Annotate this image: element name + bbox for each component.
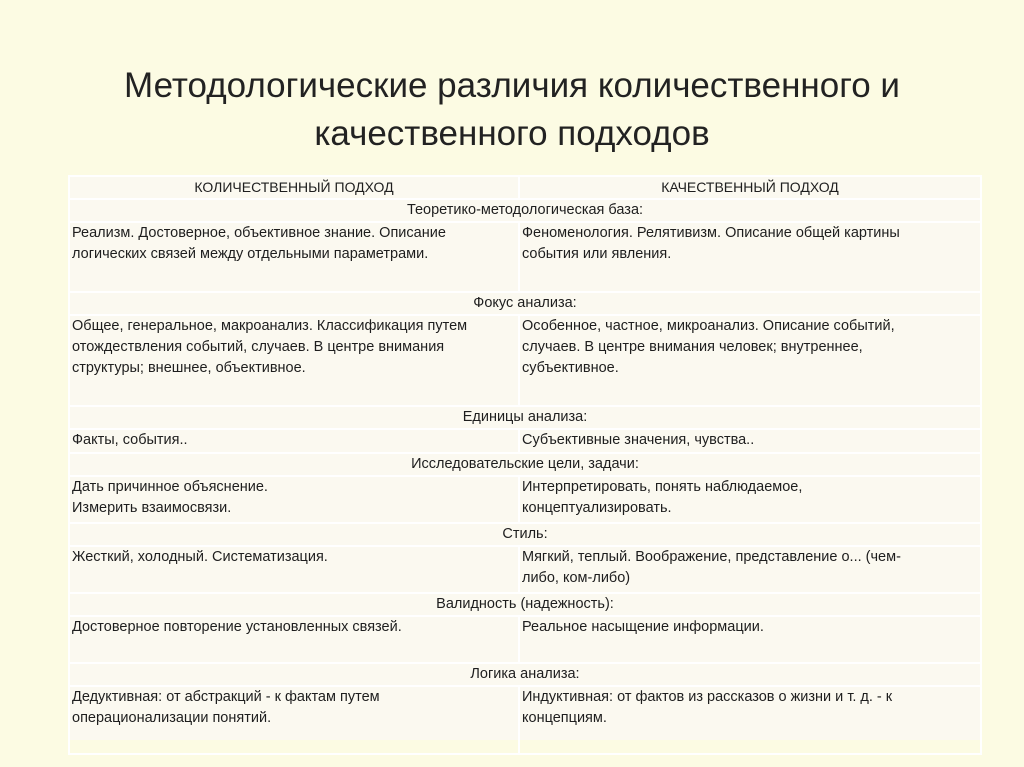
cell-qualitative-focus: Особенное, частное, микроанализ. Описание событий, случаев. В центре внимания человек; внутреннее, субъективное. xyxy=(519,315,981,406)
cell-quantitative-goals: Дать причинное объяснение. Измерить взаимосвязи. xyxy=(69,476,519,523)
section-title-row xyxy=(69,199,981,222)
cell-qualitative-style: Мягкий, теплый. Воображение, представление о... (чем- либо, ком-либо) xyxy=(519,546,981,593)
slide-title xyxy=(20,62,1004,158)
cell-quantitative-base: Реализм. Достоверное, объективное знание. Описание логических связей между отдельными параметрами. xyxy=(69,222,519,292)
cell-quantitative-validity: Достоверное повторение установленных связей. xyxy=(69,616,519,663)
cell-quantitative-style: Жесткий, холодный. Систематизация. xyxy=(69,546,519,593)
section-title-validity: Валидность (надежность): xyxy=(69,593,981,616)
comparison-table-area xyxy=(68,175,980,740)
cell-quantitative-logic: Дедуктивная: от абстракций - к фактам путем операционализации понятий. xyxy=(69,686,519,754)
section-title-base: Теоретико-методологическая база: xyxy=(69,199,981,222)
cell-qualitative-units: Субъективные значения, чувства.. xyxy=(519,429,981,453)
cell-quantitative-units: Факты, события.. xyxy=(69,429,519,453)
cell-qualitative-base: Феноменология. Релятивизм. Описание общей картины события или явления. xyxy=(519,222,981,292)
section-title-row xyxy=(69,292,981,315)
section-title-goals: Исследовательские цели, задачи: xyxy=(69,453,981,476)
table-row xyxy=(69,686,981,754)
section-title-logic: Логика анализа: xyxy=(69,663,981,686)
table-row xyxy=(69,429,981,453)
table-row xyxy=(69,315,981,406)
cell-qualitative-validity: Реальное насыщение информации. xyxy=(519,616,981,663)
table-row xyxy=(69,546,981,593)
section-title-row xyxy=(69,593,981,616)
table-row xyxy=(69,222,981,292)
section-title-row xyxy=(69,406,981,429)
section-title-row xyxy=(69,523,981,546)
section-title-row xyxy=(69,453,981,476)
section-title-units: Единицы анализа: xyxy=(69,406,981,429)
header-quantitative: КОЛИЧЕСТВЕННЫЙ ПОДХОД xyxy=(69,176,519,199)
slide-title-line-1: Методологические различия количественного и xyxy=(124,66,900,105)
section-title-row xyxy=(69,663,981,686)
cell-qualitative-goals: Интерпретировать, понять наблюдаемое, концептуализировать. xyxy=(519,476,981,523)
cell-qualitative-logic: Индуктивная: от фактов из рассказов о жизни и т. д. - к концепциям. xyxy=(519,686,981,754)
table-header-row xyxy=(69,176,981,199)
cell-quantitative-focus: Общее, генеральное, макроанализ. Классификация путем отождествления событий, случаев. В центре внимания структуры; внешнее, объективное. xyxy=(69,315,519,406)
slide-title-line-2: качественного подходов xyxy=(314,114,710,153)
section-title-focus: Фокус анализа: xyxy=(69,292,981,315)
section-title-style: Стиль: xyxy=(69,523,981,546)
comparison-table xyxy=(68,175,982,755)
header-qualitative: КАЧЕСТВЕННЫЙ ПОДХОД xyxy=(519,176,981,199)
table-row xyxy=(69,616,981,663)
table-row xyxy=(69,476,981,523)
